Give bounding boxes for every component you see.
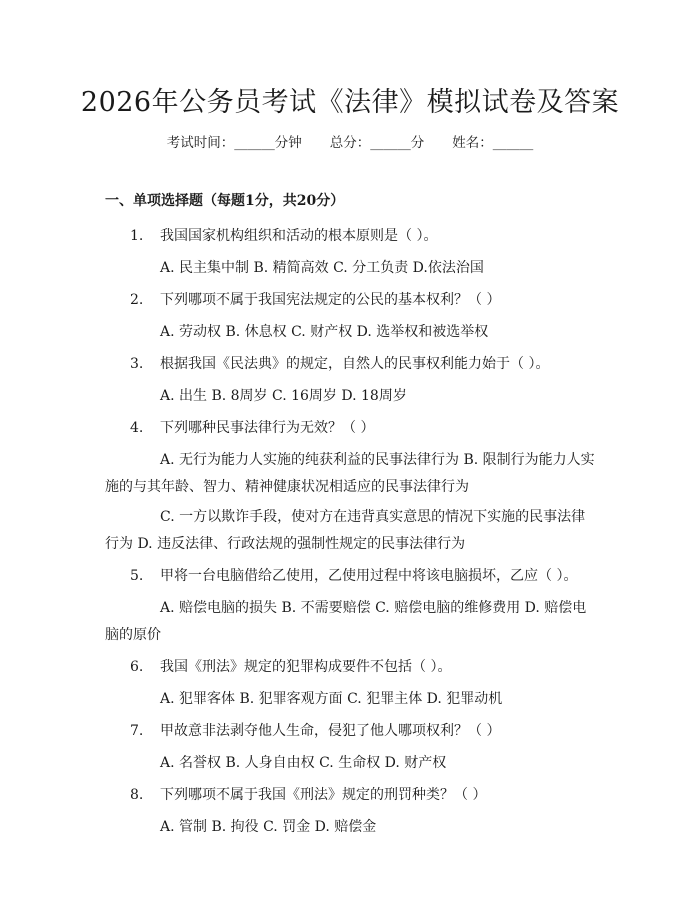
question-4-options-cd: C. 一方以欺诈手段，使对方在违背真实意思的情况下实施的民事法律行为 D. 违反法律、行政法规的强制性规定的民事法律行为 [105, 509, 586, 552]
question-text: 我国《刑法》规定的犯罪构成要件不包括（ ）。 [160, 659, 452, 675]
question-text: 甲故意非法剥夺他人生命，侵犯了他人哪项权利？（ ） [160, 723, 501, 739]
question-text: 下列哪项不属于我国宪法规定的公民的基本权利？（ ） [160, 292, 501, 308]
section-heading: 一、单项选择题（每题1分，共20分） [105, 193, 345, 209]
question-4-options-ab: A. 无行为能力人实施的纯获利益的民事法律行为 B. 限制行为能力人实施的与其年龄、智力、精神健康状况相适应的民事法律行为 [105, 452, 595, 495]
total-score-field[interactable]: 总分：______分 [329, 135, 425, 151]
question-6-options: A. 犯罪客体 B. 犯罪客观方面 C. 犯罪主体 D. 犯罪动机 [160, 691, 503, 707]
question-number: 4. [130, 420, 144, 436]
question-number: 8. [130, 787, 144, 803]
question-number: 6. [130, 659, 144, 675]
question-6 [105, 651, 595, 683]
question-text: 甲将一台电脑借给乙使用，乙使用过程中将该电脑损坏，乙应（ ）。 [160, 568, 578, 584]
question-number: 3. [130, 356, 144, 372]
question-text: 下列哪种民事法律行为无效？（ ） [160, 420, 375, 436]
exam-time-field[interactable]: 考试时间：______分钟 [166, 135, 302, 151]
question-list [105, 220, 595, 843]
question-text: 根据我国《民法典》的规定，自然人的民事权利能力始于（ ）。 [160, 356, 550, 372]
question-text: 下列哪项不属于我国《刑法》规定的刑罚种类？（ ） [160, 787, 487, 803]
question-4 [105, 412, 595, 444]
question-number: 2. [130, 292, 144, 308]
question-8-options: A. 管制 B. 拘役 C. 罚金 D. 赔偿金 [160, 819, 377, 835]
document-title: 2026年公务员考试《法律》模拟试卷及答案 [80, 87, 620, 118]
name-field[interactable]: 姓名：______ [452, 135, 534, 151]
question-7 [105, 715, 595, 747]
question-8 [105, 779, 595, 811]
question-5 [105, 560, 595, 592]
question-number: 5. [130, 568, 144, 584]
question-7-options: A. 名誉权 B. 人身自由权 C. 生命权 D. 财产权 [160, 755, 447, 771]
question-text: 我国国家机构组织和活动的根本原则是（ ）。 [160, 228, 438, 244]
question-number: 1. [130, 228, 144, 244]
question-3 [105, 348, 595, 380]
question-2 [105, 284, 595, 316]
question-5-options: A. 赔偿电脑的损失 B. 不需要赔偿 C. 赔偿电脑的维修费用 D. 赔偿电脑的原价 [105, 600, 587, 643]
question-1-options: A. 民主集中制 B. 精简高效 C. 分工负责 D.依法治国 [160, 260, 484, 276]
question-number: 7. [130, 723, 144, 739]
question-3-options: A. 出生 B. 8周岁 C. 16周岁 D. 18周岁 [160, 388, 407, 404]
question-1 [105, 220, 595, 252]
exam-info-line [0, 131, 700, 151]
question-2-options: A. 劳动权 B. 休息权 C. 财产权 D. 选举权和被选举权 [160, 324, 489, 340]
